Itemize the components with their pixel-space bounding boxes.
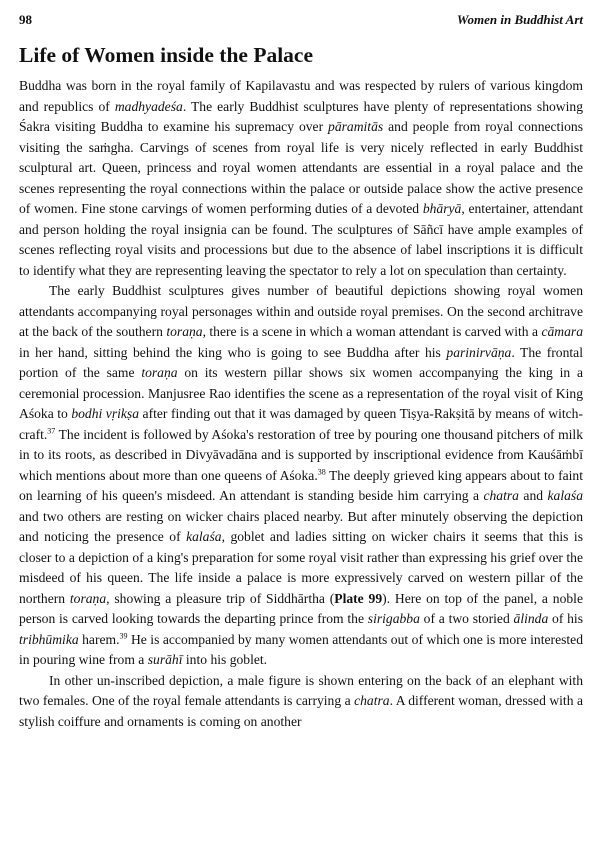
text-run: In other un-inscribed depiction, a male figure is shown entering on the back of an elephant with two females. One of the royal female attendants is carrying a — [19, 672, 583, 708]
plate-reference: Plate 99 — [334, 590, 383, 606]
text-run: . The frontal portion of the same — [19, 344, 583, 380]
section-heading: Life of Women inside the Palace — [19, 43, 314, 67]
paragraph — [19, 76, 583, 281]
text-run: and — [518, 488, 548, 503]
text-run: . A different woman, dressed with a stylish coiffure and ornaments is coming on another — [19, 693, 583, 729]
italic-term: surāhī — [147, 652, 183, 667]
italic-term: parinirvāṇa — [446, 344, 512, 360]
italic-term: toraṇa — [141, 365, 178, 380]
footnote-ref: 38 — [317, 466, 326, 476]
paragraph — [19, 671, 583, 733]
italic-term: chatra — [483, 488, 519, 503]
italic-term: kalaśa — [186, 529, 222, 544]
text-run: The early Buddhist sculptures gives number of beautiful depictions showing royal women attendants accompanying royal personages within and outside royal premises. On the second architrave at the back of the southern — [19, 283, 583, 339]
text-run: , showing a pleasure trip of Siddhārtha ( — [106, 590, 335, 606]
italic-term: tribhūmika — [19, 631, 79, 647]
text-run: after finding out that it was damaged by queen Tiṣya-Rakṣitā by means of witch-craft. — [19, 406, 583, 442]
text-run: into his goblet. — [182, 652, 268, 667]
text-run: on its western pillar shows six women accompanying the king in a ceremonial procession. Manjusree Rao identifies the scene as a representation of the royal visit of King Aśoka to — [19, 365, 584, 421]
text-run: , there is a scene in which a woman attendant is carved with a — [202, 324, 542, 339]
text-run: . The early Buddhist sculptures have plenty of representations showing Śakra visiting Buddha to examine his supremacy over — [19, 98, 583, 134]
italic-term: chatra — [354, 693, 390, 708]
italic-term: cāmara — [541, 324, 583, 339]
italic-term: ālinda — [513, 611, 549, 626]
text-run: The incident is followed by Aśoka's restoration of tree by pouring one thousand pitchers of milk in to its roots, as described in Divyāvadāna and is supported by inscriptional evidence from Kauśāṁbī which mentions about more than one queens of Aśoka. — [19, 426, 583, 483]
text-run: , goblet and ladies sitting on wicker chairs it seems that this is closer to a depiction of a king's preparation for some royal visit rather than expressing his grief over the misdeed of his queen. The life inside a palace is more expressively carved on western pillar of the northern — [19, 529, 583, 606]
paragraph — [19, 281, 583, 671]
text-run: He is accompanied by many women attendants out of which one is more interested in pouring wine from a — [19, 631, 584, 667]
text-run: and people from royal connections visiting the saṁgha. Carvings of scenes from royal life is very nicely reflected in early Buddhist sculptural art. Queen, princess and royal women attendants are essential in a royal palace and the scenes representing the royal connections within the palace or outside palace show the active presence of women. Fine stone carvings of women performing duties of a devoted — [19, 119, 583, 216]
running-head — [19, 12, 583, 36]
text-run: The deeply grieved king appears about to faint on learning of his queen's misdeed. An attendant is standing beside him carrying a — [19, 467, 583, 503]
running-book-title: Women in Buddhist Art — [456, 12, 583, 27]
page-number: 98 — [19, 12, 32, 27]
text-run: in her hand, sitting behind the king who is going to see Buddha after his — [19, 344, 447, 360]
italic-term: sirigabba — [367, 611, 420, 626]
italic-term: toraṇa — [69, 590, 107, 606]
italic-term: kalaśa — [547, 488, 583, 503]
body-text — [19, 76, 583, 732]
text-run: Buddha was born in the royal family of Kapilavastu and was respected by rulers of various kingdom and republics of — [19, 78, 583, 114]
italic-term: madhyadeśa — [114, 98, 183, 114]
text-run: , entertainer, attendant and person holding the royal insignia can be found. The sculptures of Sāñcī have ample examples of scenes reflecting royal visits and processions but due to the absence of label inscriptions it is difficult to identify what they are representing leaving the spectator to rely a lot on speculation than certainty. — [19, 201, 583, 278]
italic-term: bodhi vṛikṣa — [71, 406, 140, 421]
text-run: of a two storied — [419, 611, 514, 626]
text-run: and two others are resting on wicker chairs placed nearby. But after minutely observing the depiction and noticing the presence of — [19, 508, 583, 544]
footnote-ref: 39 — [119, 630, 128, 640]
italic-term: pāramitās — [328, 119, 384, 134]
text-run: ). Here on top of the panel, a noble person is carved looking towards the departing prince from the — [19, 590, 583, 626]
text-run: harem. — [78, 631, 120, 647]
italic-term: bhāryā — [422, 201, 462, 216]
text-run: of his — [548, 611, 583, 626]
footnote-ref: 37 — [47, 425, 56, 435]
italic-term: toraṇa — [166, 324, 203, 339]
